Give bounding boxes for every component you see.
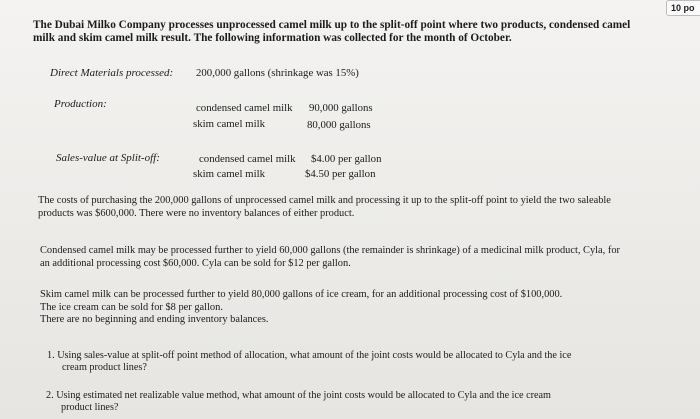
production-label: Production:: [54, 98, 107, 110]
ice-cream-price-text: The ice cream can be sold for $8 per gallon.: [40, 301, 223, 313]
question-number: 2.: [46, 390, 54, 401]
skim-further-paragraph: [40, 289, 630, 327]
question-text: Using estimated net realizable value method, what amount of the joint costs would be allocated to Cyla and the ice cream: [56, 390, 551, 401]
condensed-further-paragraph: Condensed camel milk may be processed further to yield 60,000 gallons (the remainder is shrinkage) of a medicinal milk product, Cyla, for an additional processing cost $60,000. Cyla can be sold for $12 per gallon.: [40, 245, 620, 269]
sales-value-label: Sales-value at Split-off:: [56, 152, 160, 164]
question-1: [47, 350, 607, 374]
production-product-condensed: condensed camel milk: [196, 102, 293, 114]
direct-materials-label: Direct Materials processed:: [50, 67, 174, 79]
question-number: 1.: [47, 350, 55, 361]
sales-product-skim: skim camel milk: [193, 168, 265, 180]
question-text-continued: cream product lines?: [62, 362, 147, 374]
question-text: Using sales-value at split-off point method of allocation, what amount of the joint costs would be allocated to Cyla and the ice: [57, 350, 572, 361]
points-badge: 10 po: [666, 0, 700, 16]
sales-price-condensed: $4.00 per gallon: [311, 153, 382, 165]
direct-materials-value: 200,000 gallons (shrinkage was 15%): [196, 67, 359, 79]
joint-costs-paragraph: The costs of purchasing the 200,000 gallons of unprocessed camel milk and processing it up to the split-off point to yield the two saleable products was $600,000. There were no inventory balances of either product.: [38, 195, 611, 219]
production-amount-condensed: 90,000 gallons: [309, 102, 373, 114]
intro-text: The Dubai Milko Company processes unprocessed camel milk up to the split-off point where two products, condensed camel milk and skim camel milk result. The following information was collected for the month of October.: [33, 19, 631, 44]
no-inventory-text: There are no beginning and ending inventory balances.: [40, 314, 269, 326]
skim-further-text: Skim camel milk can be processed further to yield 80,000 gallons of ice cream, for an additional processing cost of $100,000.: [40, 289, 563, 300]
sales-price-skim: $4.50 per gallon: [305, 168, 376, 180]
question-text-continued: product lines?: [61, 402, 119, 414]
production-product-skim: skim camel milk: [193, 118, 265, 130]
sales-product-condensed: condensed camel milk: [199, 153, 296, 165]
question-2: [46, 390, 606, 414]
production-amount-skim: 80,000 gallons: [307, 119, 371, 131]
